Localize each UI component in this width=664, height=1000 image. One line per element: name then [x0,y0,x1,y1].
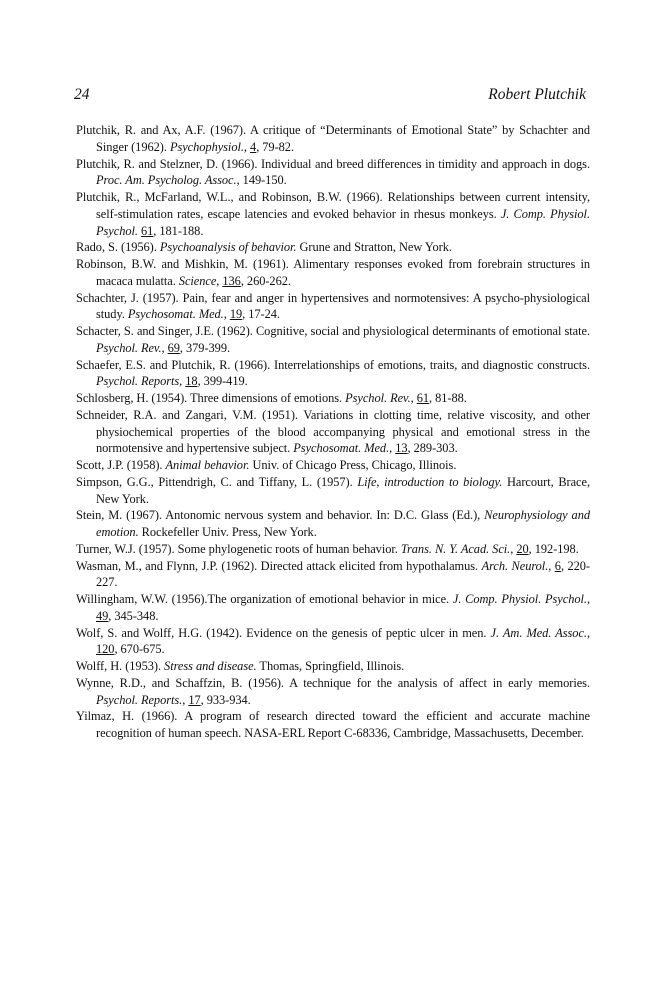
reference-text: Wasman, M., and Flynn, J.P. (1962). Directed attack elicited from hypothalamus. [76,558,482,573]
reference-entry [76,591,590,625]
reference-entry [76,256,590,290]
reference-pages: Rockefeller Univ. Press, New York. [138,525,317,539]
reference-volume: 61 [416,391,430,405]
reference-pages: , 345-348. [108,608,159,623]
reference-volume: 19 [229,307,243,322]
reference-text: Turner, W.J. (1957). Some phylogenetic roots of human behavior. [76,541,401,556]
reference-journal: Science, [178,273,220,288]
reference-volume: 69 [167,340,180,355]
reference-entry [76,558,590,592]
reference-entry [76,357,590,391]
reference-entry [76,541,590,558]
reference-text: Wolf, S. and Wolff, H.G. (1942). Evidence on the genesis of peptic ulcer in men. [76,625,491,640]
reference-text: Schlosberg, H. (1954). Three dimensions of emotions. [76,391,346,405]
reference-text: Stein, M. (1967). Antonomic nervous system and behavior. In: D.C. Glass (Ed.), [76,508,485,523]
reference-pages: Univ. of Chicago Press, Chicago, Illinois. [249,458,457,472]
reference-journal: Psychol. Rev., [345,391,414,405]
reference-volume: 136 [222,273,241,288]
reference-text: Willingham, W.W. (1956).The organization of emotional behavior in mice. [76,592,453,606]
reference-journal: J. Comp. Physiol. Psychol., [452,592,590,606]
reference-pages: , 17-24. [242,307,280,322]
reference-entry [76,625,590,659]
running-header [74,86,586,104]
reference-entry [76,390,590,407]
reference-journal: Psychol. Rev., [96,340,165,355]
reference-text: Wynne, R.D., and Schaffzin, B. (1956). A technique for the analysis of affect in early memories. [76,675,590,690]
reference-pages: , 289-303. [407,441,458,456]
reference-journal: Psychophysiol., [169,139,247,154]
reference-pages: , 220-227. [96,558,590,590]
reference-entry [76,457,590,474]
reference-text: Schachter, J. (1957). Pain, fear and anger in hypertensives and normotensives: A psycho-physiological study. [76,290,590,322]
reference-text: Simpson, G.G., Pittendrigh, C. and Tiffany, L. (1957). [76,474,358,489]
reference-entry [76,156,590,190]
reference-entry [76,658,590,675]
reference-pages: Harcourt, Brace, New York. [96,474,591,506]
reference-entry [76,122,590,156]
reference-text: Plutchik, R. and Ax, A.F. (1967). A critique of “Determinants of Emotional State” by Schachter and Singer (1962). [76,123,590,154]
reference-entry [76,239,590,256]
reference-pages: Grune and Stratton, New York. [296,240,452,255]
reference-text: Schneider, R.A. and Zangari, V.M. (1951). Variations in clotting time, relative viscosity, and other physiochemical properties of the blood accompanying physical and emotional stress in the normotensive and hypertensive subject. [76,407,590,456]
reference-journal: Psychol. Reports., [96,692,186,707]
reference-journal: J. Comp. Physiol. Psychol. [96,206,590,238]
reference-journal: Neurophysiology and emotion. [96,508,590,539]
reference-text: Wolff, H. (1953). [76,659,165,673]
reference-pages: , 192-198. [528,541,579,556]
running-head-author: Robert Plutchik [488,86,586,103]
reference-volume: 49 [96,608,109,623]
reference-journal: J. Am. Med. Assoc., [490,625,590,640]
page-number: 24 [74,86,90,103]
reference-entry [76,708,590,742]
reference-volume: 120 [96,642,115,657]
reference-list [76,122,590,742]
reference-journal: Psychosomat. Med., [127,307,227,322]
reference-entry [76,407,590,457]
reference-journal: Arch. Neurol., [481,558,552,573]
reference-volume: 17 [188,692,201,707]
reference-text: Plutchik, R., McFarland, W.L., and Robinson, B.W. (1966). Relationships between current intensity, self-stimulation rates, escape latencies and evoked behavior in rhesus monkeys. [76,190,590,221]
reference-pages: , 379-399. [179,340,231,355]
reference-volume: 4 [250,139,257,154]
reference-entry [76,507,590,541]
reference-journal: Psychol. Reports, [96,374,183,389]
reference-volume: 6 [554,558,561,573]
reference-text: Schacter, S. and Singer, J.E. (1962). Cognitive, social and physiological determinants of emotional state. [76,324,590,338]
reference-text: Rado, S. (1956). [76,240,160,255]
reference-entry [76,189,590,239]
reference-volume: 61 [140,223,154,238]
reference-entry [76,290,590,324]
reference-pages: Thomas, Springfield, Illinois. [256,659,405,673]
reference-journal: Psychoanalysis of behavior. [159,240,297,255]
reference-pages: , 81-88. [429,391,467,405]
reference-journal: Stress and disease. [164,659,257,673]
reference-journal: Trans. N. Y. Acad. Sci., [400,541,514,556]
reference-text: Plutchik, R. and Stelzner, D. (1966). Individual and breed differences in timidity and approach in dogs. [76,156,590,171]
reference-volume: 20 [516,541,529,556]
reference-pages: , 79-82. [256,139,294,154]
reference-pages: , 260-262. [240,273,291,288]
reference-journal: Life, introduction to biology. [357,474,503,489]
reference-pages: 149-150. [242,173,287,188]
reference-entry [76,323,590,357]
reference-text: Yilmaz, H. (1966). A program of research directed toward the efficient and accurate machine recognition of human speech. NASA-ERL Report C-68336, Cambridge, Massachusetts, December. [76,709,590,740]
reference-pages: , 399-419. [197,374,248,389]
reference-journal: Psychosomat. Med., [293,441,393,456]
reference-text: Scott, J.P. (1958). [76,458,166,472]
reference-pages: , 181-188. [153,223,204,238]
reference-text: Schaefer, E.S. and Plutchik, R. (1966). Interrelationships of emotions, traits, and diagnostic constructs. [76,357,590,372]
reference-entry [76,474,590,508]
reference-entry [76,675,590,709]
reference-text: Robinson, B.W. and Mishkin, M. (1961). Alimentary responses evoked from forebrain structures in macaca mulatta. [76,257,590,288]
reference-journal: Animal behavior. [165,458,250,472]
reference-volume: 18 [185,374,198,389]
reference-journal: Proc. Am. Psycholog. Assoc., [96,173,240,188]
reference-pages: , 933-934. [200,692,251,707]
reference-volume: 13 [395,441,408,456]
reference-pages: , 670-675. [114,642,165,657]
